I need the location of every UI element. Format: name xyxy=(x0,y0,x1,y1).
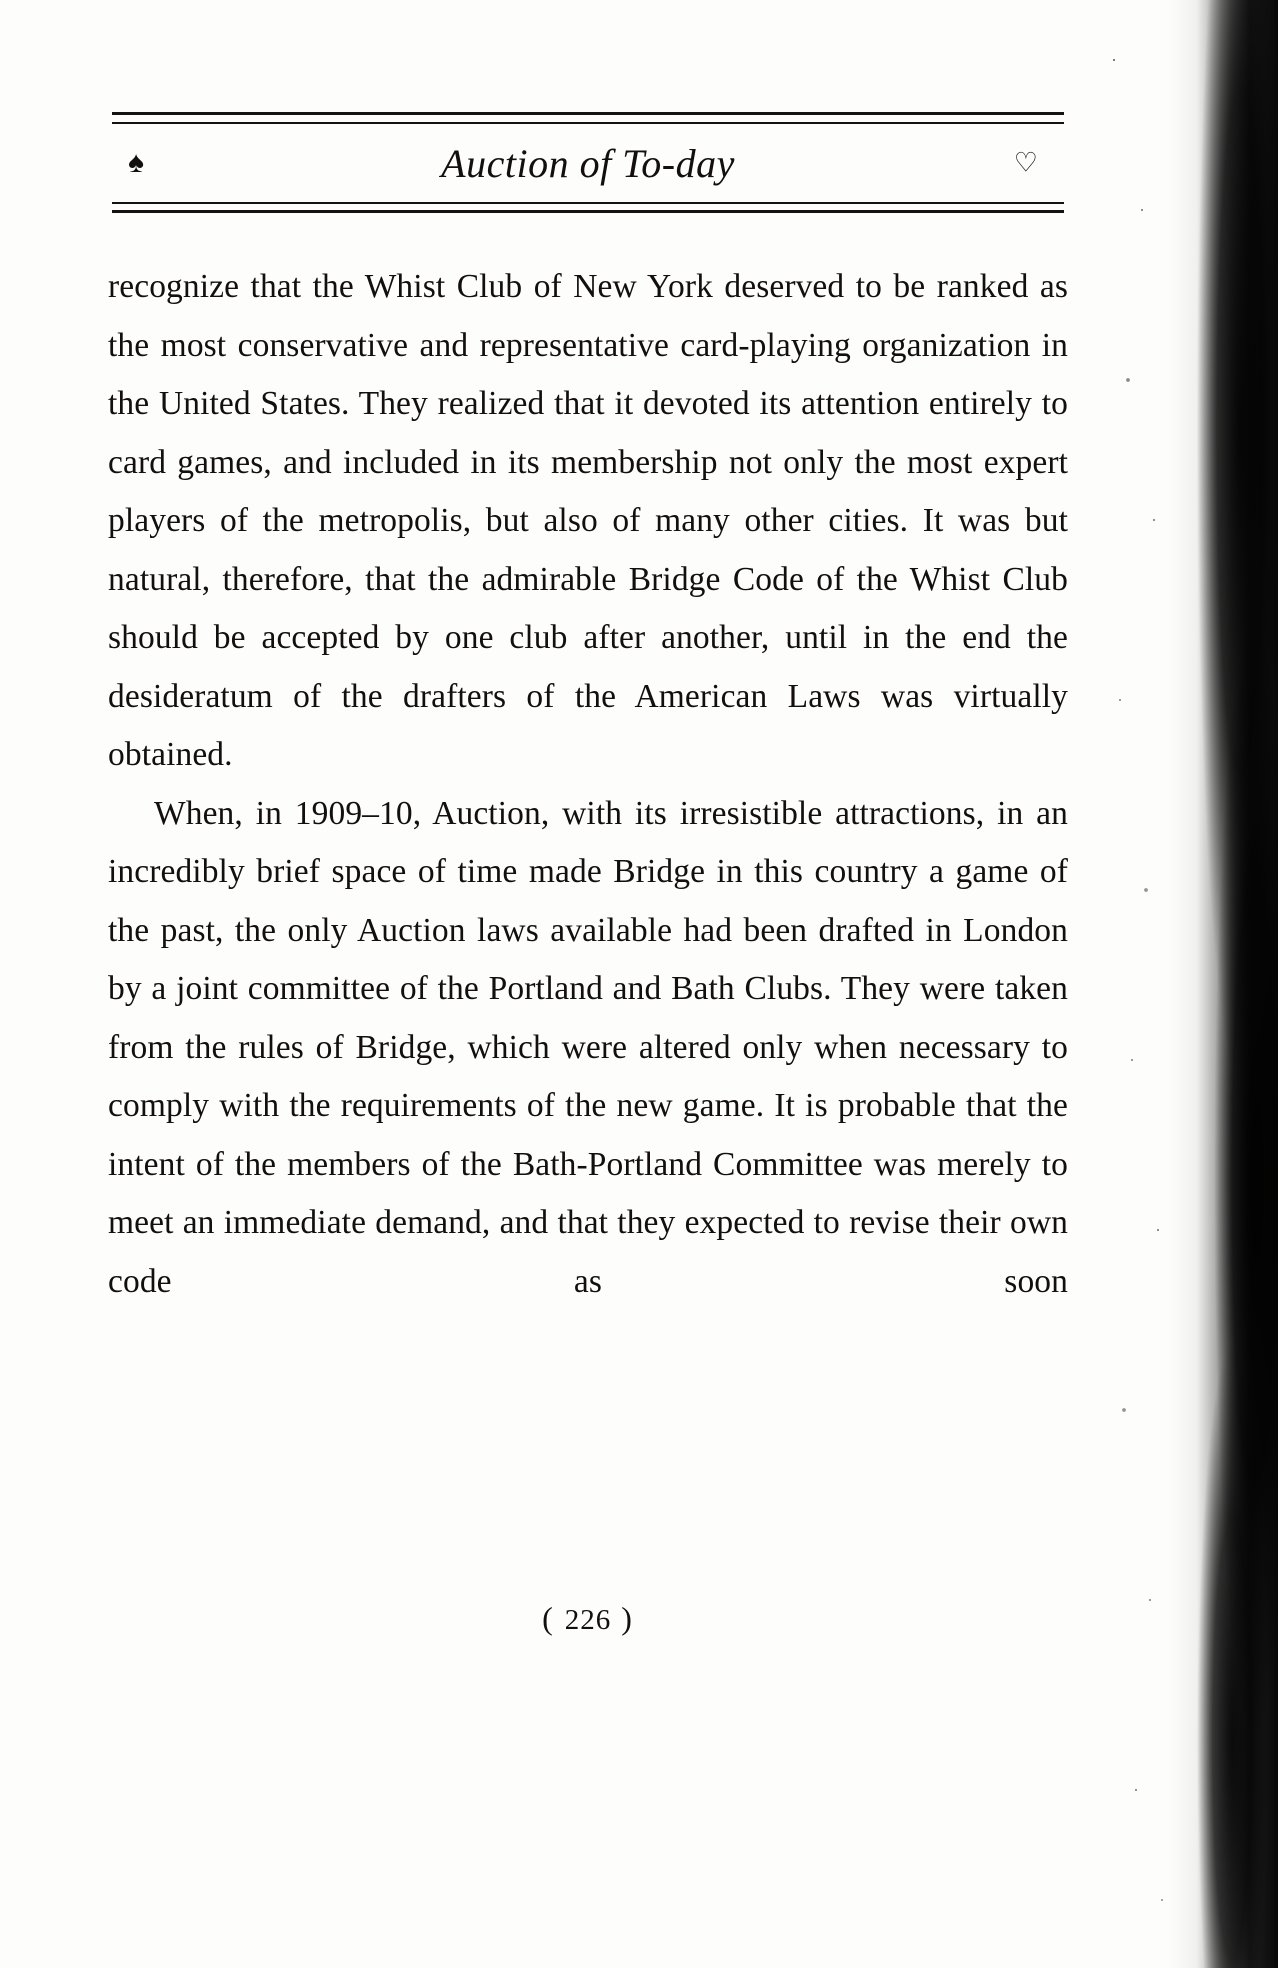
spade-suit-icon: ♠ xyxy=(128,146,144,179)
folio-number: 226 xyxy=(564,1604,612,1636)
body-text xyxy=(108,258,1068,1311)
page-title: Auction of To-day xyxy=(441,140,735,186)
running-head-row xyxy=(112,124,1064,202)
running-head xyxy=(112,112,1064,213)
paragraph: recognize that the Whist Club of New York deserved to be ranked as the most conservative and representative card-playing organization in the United States. They realized that it devoted its attention entirely to card games, and included in its membership not only the most expert players of the metropolis, but also of many other cities. It was but natural, therefore, that the admirable Bridge Code of the Whist Club should be accepted by one club after another, until in the end the desideratum of the drafters of the American Laws was virtually obtained. xyxy=(108,268,1068,773)
folio-open-paren: ( xyxy=(542,1600,555,1636)
paragraph: When, in 1909–10, Auction, with its irresistible attractions, in an incredibly brief space of time made Bridge in this country a game of the past, the only Auction laws available had been drafted in London by a joint committee of the Portland and Bath Clubs. They were taken from the rules of Bridge, which were altered only when necessary to comply with the requirements of the new game. It is probable that the intent of the members of the Bath-Portland Committee was merely to meet an immediate demand, and that they expected to revise their own code as soon xyxy=(108,794,1068,1300)
folio-close-paren: ) xyxy=(621,1600,634,1636)
scan-gutter-shadow xyxy=(1168,0,1278,1968)
header-rule-bottom xyxy=(112,210,1064,213)
page-number-folio xyxy=(108,1600,1068,1637)
heart-suit-icon: ♡ xyxy=(1013,147,1038,178)
scan-edge-speckle xyxy=(1102,0,1174,1968)
